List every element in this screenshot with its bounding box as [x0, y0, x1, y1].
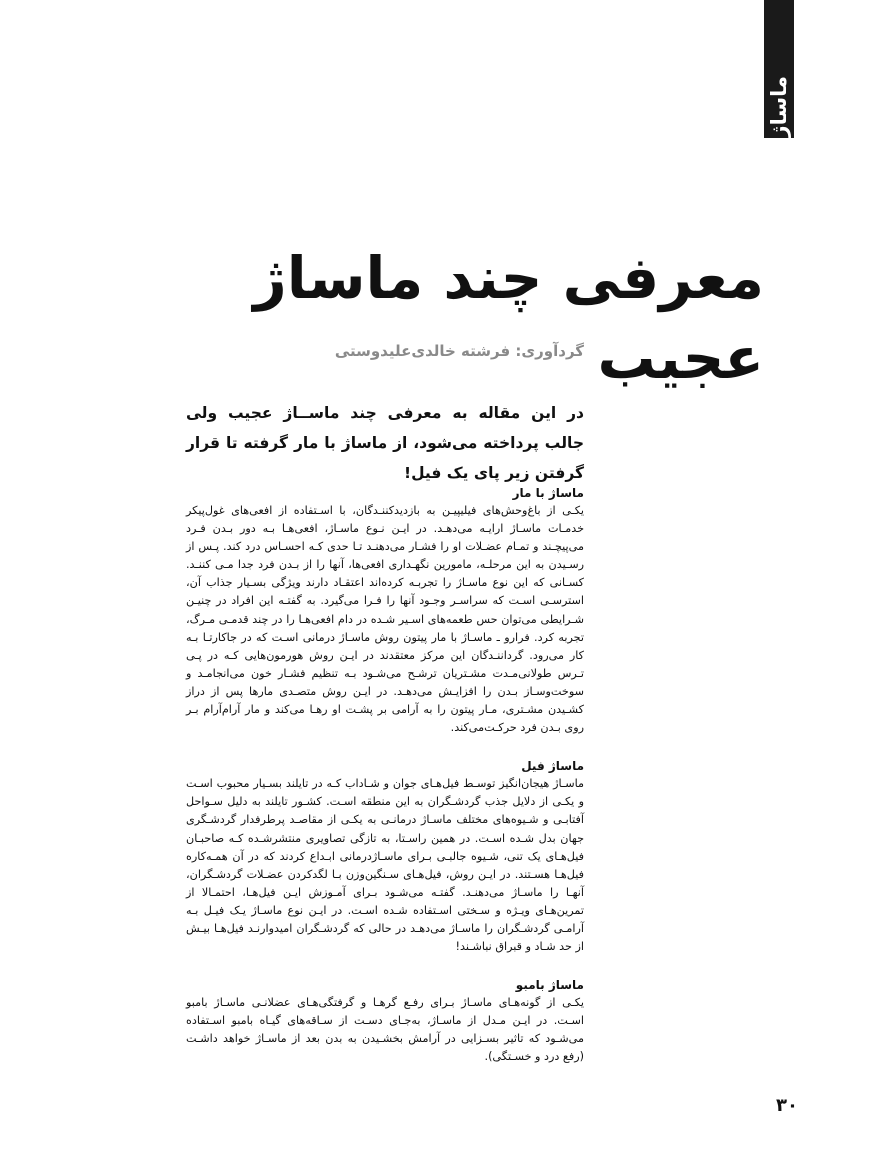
lead-paragraph: در این مقاله به معرفی چند ماســاژ عجیب ولی جالب پرداخته می‌شود، از ماساژ با مار گرفته تا قرار گرفتن زیر پای یک فیل! — [186, 404, 584, 482]
section-tab-label: ماساژ — [767, 76, 791, 138]
page-number: ۳۰ — [776, 1095, 798, 1116]
section-heading: ماساژ فیل — [521, 759, 584, 774]
section-bamboo-massage — [186, 976, 584, 1066]
section-snake-massage — [186, 484, 584, 737]
section-tab — [764, 0, 794, 138]
section-heading: ماساژ بامبو — [515, 978, 584, 993]
section-heading: ماساژ با مار — [512, 486, 584, 500]
section-text: یکـی از گونه‌هـای ماسـاژ بـرای رفـع گرهـا و گرفتگی‌هـای عضلانـی ماسـاژ بامبو اسـت. در ایـن مـدل از ماسـاژ، به‌جـای دسـت از سـاقه‌های گیـاه بامبو اسـتفاده می‌شـود که تاثیر بسـزایی در آرامش بخشـیدن به بدن بعد از ماسـاژ خواهد داشـت (رفع درد و خسـتگی). — [186, 996, 584, 1064]
section-text: ماسـاژ هیجان‌انگیز توسـط فیل‌هـای جوان و شـاداب کـه در تایلند بسـیار محبوب اسـت و یکـی از دلایل جذب گردشـگران به این منطقه اسـت. کشـور تایلند به دلیل سـواحل آفتابـی و شـیوه‌های مختلف ماسـاژ درمانـی به یکـی از مقاصـد پرطرفدار گردشـگری جهان بدل شـده اسـت. در همین راسـتا، به تازگی تصاویری منتشرشـده کـه صاحبـان فیل‌هـای یک تنی، شـیوه جالبـی بـرای ماسـاژدرمانی ابـداع کردند که در آن همـه‌کاره فیل‌هـا هسـتند. در ایـن روش، فیل‌هـای سـنگین‌وزن بـا لگدکردن عضـلات گردشـگران، آنهـا را ماسـاژ می‌دهنـد. گفتـه می‌شـود بـرای آمـوزش ایـن فیل‌هـا، احتمـالا از تمرین‌هـای ویـژه و سـختی اسـتفاده شـده اسـت. در ایـن نوع ماسـاژ یـک فیـل بـه آرامـی گردشـگران را ماسـاژ می‌دهـد در حالی که گردشـگران امیدوارنـد فیل‌هـا بیـش از حد شـاد و قبراق نباشـند! — [186, 777, 584, 954]
section-text: یکـی از باغ‌وحش‌های فیلیپیـن به بازدیدکننـدگان، با اسـتفاده از افعی‌های غول‌پیکر خدمـات ماسـاژ ارایـه می‌دهـد. در ایـن نـوع ماسـاژ، افعی‌هـا بـه دور بـدن فـرد می‌پیچـند و تمـام عضـلات او را فشـار می‌دهنـد تـا حدی کـه احسـاس درد کند. پـس از رسـیدن به این مرحلـه، مامورین نگهـداری افعی‌ها، آنها را از بـدن فرد جدا مـی کننـد. کسـانی که این نوع ماسـاژ را تجربـه کرده‌اند اعتقـاد دارند ویژگی بسـیار جذاب آن، استرسـی اسـت که سراسـر وجـود آنها را فـرا می‌گیرد. به گفتـه این افراد در چنیـن شـرایطی می‌توان حس طعمه‌های اسـیر شـده در دام افعی‌هـا را در چند قدمـی مـرگ، تجربه کرد. فرارو ـ ماسـاژ با مار پیتون روش ماسـاژ درمانی اسـت که در جاکارتـا بـه کار می‌رود. گرداننـدگان این مرکز معتقدند در ایـن روش هورمون‌هایی کـه در پـی تـرس طولانی‌مـدت مشـتریان ترشـح می‌شـود بـه تنظیم فشـار خون می‌انجامـد و سوخت‌وسـاز بـدن را افزایـش می‌دهـد. در ایـن روش متصـدی مارها پس از دراز کشـیدن مشـتری، مـار پیتون را به آرامی بر پشـت او رهـا می‌کند و مار آرام‌آرام بـر روی بـدن فرد حرکـت‌می‌کند. — [186, 504, 584, 735]
section-elephant-massage — [186, 757, 584, 956]
byline: گردآوری: فرشته خالدی‌علیدوستی — [334, 342, 584, 360]
page-title: معرفی چند ماساژ عجیب — [253, 244, 764, 392]
article-body — [186, 484, 584, 1087]
